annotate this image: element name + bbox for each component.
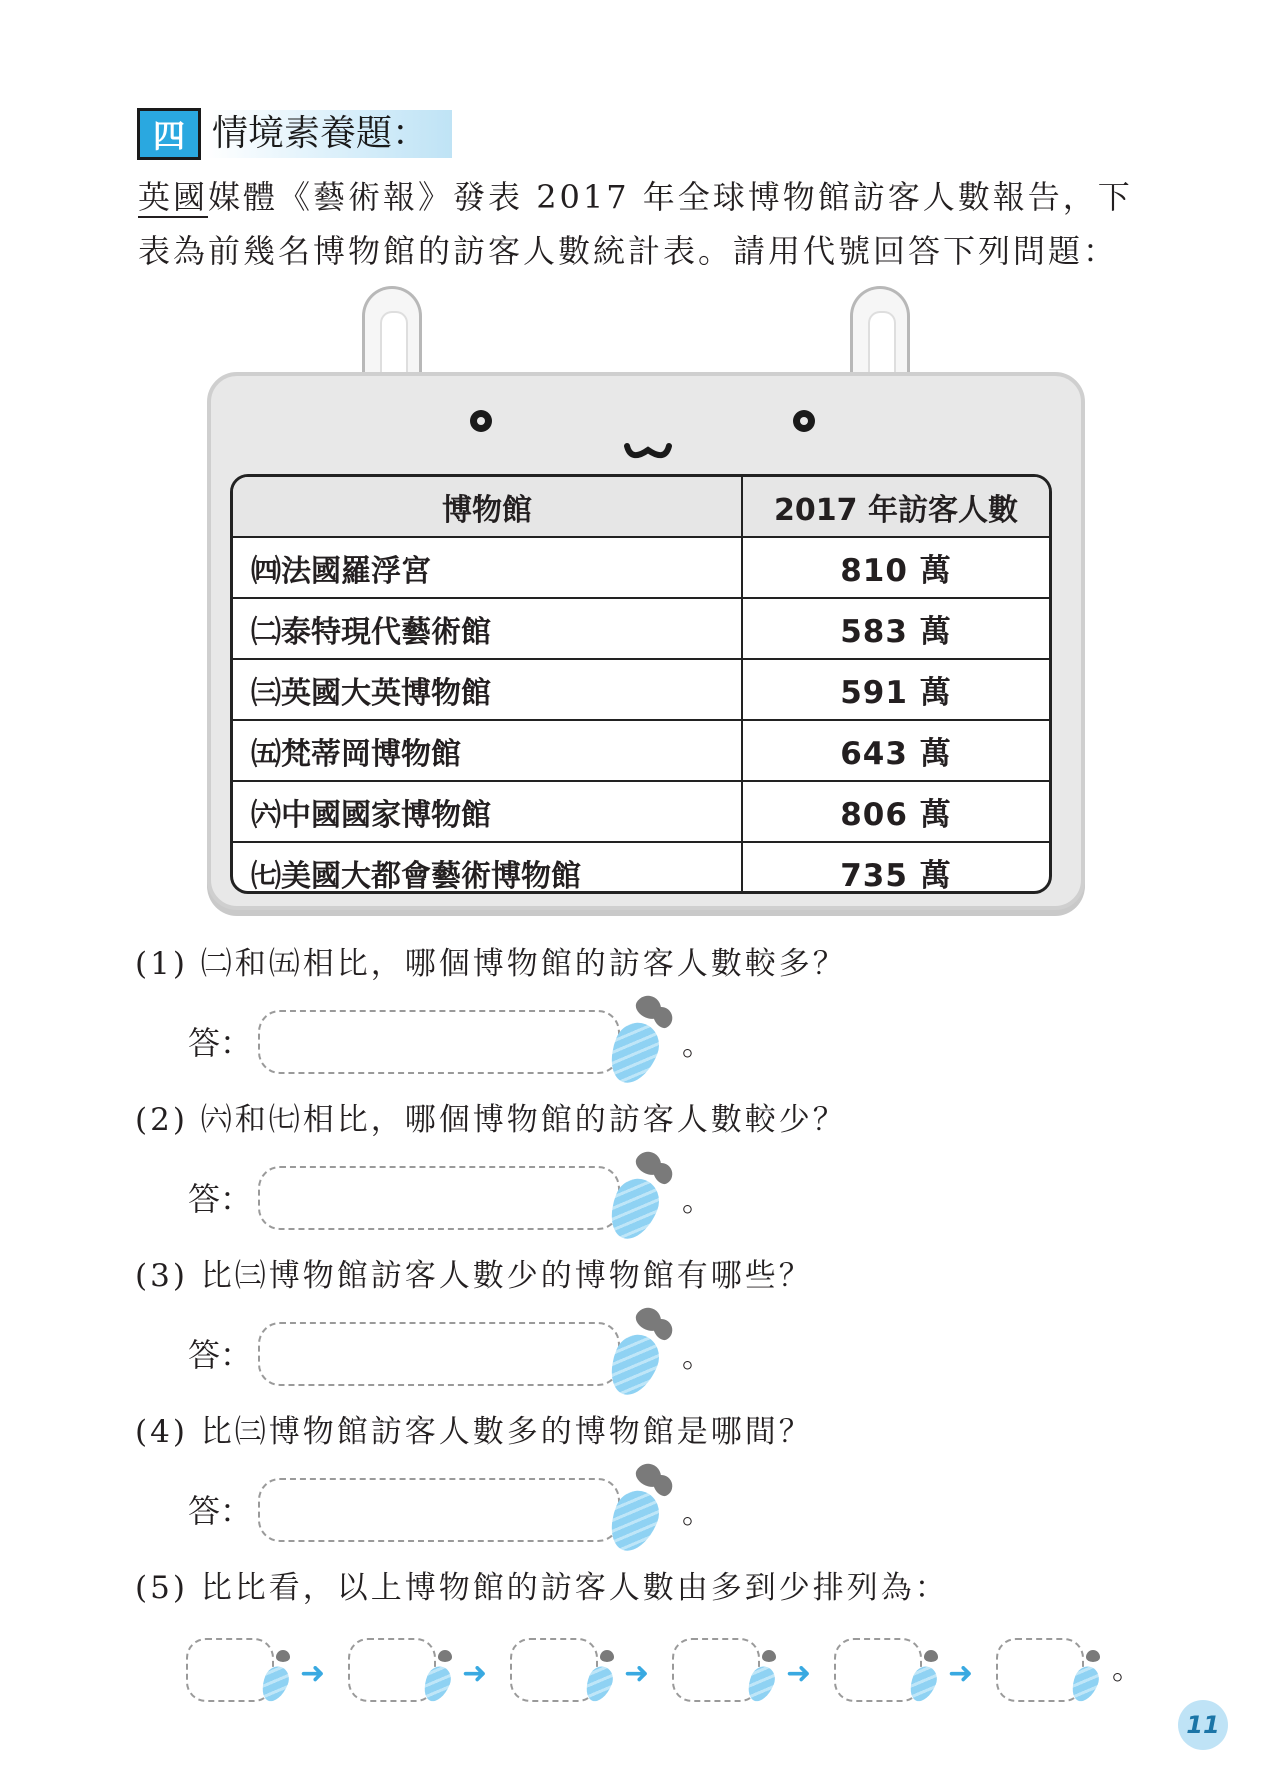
- visitor-count: 591 萬: [742, 659, 1049, 720]
- ranking-box-6[interactable]: [996, 1638, 1084, 1702]
- museum-name: ㈡泰特現代藝術館: [233, 598, 742, 659]
- carrot-leaf-icon: [924, 1650, 938, 1662]
- intro-line-2: 表為前幾名博物館的訪客人數統計表。請用代號回答下列問題：: [138, 232, 1119, 270]
- visitor-count: 583 萬: [742, 598, 1049, 659]
- ranking-period: 。: [1112, 1652, 1142, 1687]
- answer-box-3[interactable]: [258, 1322, 620, 1386]
- page-number: 11: [1178, 1700, 1228, 1750]
- museum-name: ㈦美國大都會藝術博物館: [233, 842, 742, 894]
- museum-name: ㈥中國國家博物館: [233, 781, 742, 842]
- visitor-count: 735 萬: [840, 858, 952, 894]
- answer-box-2[interactable]: [258, 1166, 620, 1230]
- answer-label: 答：: [188, 1024, 253, 1062]
- carrot-leaf-icon: [762, 1650, 776, 1662]
- table-row: [233, 598, 1049, 659]
- arrow-right-icon: ➜: [786, 1656, 812, 1691]
- ranking-box-3[interactable]: [510, 1638, 598, 1702]
- answer-period: 。: [682, 1028, 712, 1063]
- ranking-box-2[interactable]: [348, 1638, 436, 1702]
- table-row: [233, 781, 1049, 842]
- museum-name: ㈢英國大英博物館: [233, 659, 742, 720]
- visitor-table: [230, 474, 1052, 894]
- board-left-eye: [470, 410, 492, 432]
- table-row: [233, 659, 1049, 720]
- board-mouth-icon: [623, 440, 673, 466]
- ranking-box-4[interactable]: [672, 1638, 760, 1702]
- column-header-museum: 博物館: [233, 477, 742, 537]
- intro-line-1: [138, 172, 1148, 222]
- carrot-leaf-icon: [438, 1650, 452, 1662]
- board-right-eye: [793, 410, 815, 432]
- table-row: [233, 720, 1049, 781]
- answer-period: 。: [682, 1184, 712, 1219]
- answer-label: 答：: [188, 1492, 253, 1530]
- answer-box-1[interactable]: [258, 1010, 620, 1074]
- section-number-badge: 四: [137, 108, 201, 160]
- underlined-proper-noun: 英國: [138, 178, 209, 216]
- answer-label: 答：: [188, 1180, 253, 1218]
- answer-label: 答：: [188, 1336, 253, 1374]
- question-4: (4) 比㈢博物館訪客人數多的博物館是哪間？: [135, 1414, 813, 1450]
- visitor-count: 643 萬: [742, 720, 1049, 781]
- arrow-right-icon: ➜: [462, 1656, 488, 1691]
- ranking-box-5[interactable]: [834, 1638, 922, 1702]
- museum-name: ㈤梵蒂岡博物館: [233, 720, 742, 781]
- ranking-box-1[interactable]: [186, 1638, 274, 1702]
- section-title: 情境素養題：: [206, 110, 452, 158]
- question-5: (5) 比比看，以上博物館的訪客人數由多到少排列為：: [135, 1570, 949, 1606]
- carrot-leaf-icon: [1086, 1650, 1100, 1662]
- table-header-row: [233, 477, 1049, 537]
- question-2: (2) ㈥和㈦相比，哪個博物館的訪客人數較少？: [135, 1102, 847, 1138]
- answer-period: 。: [682, 1496, 712, 1531]
- carrot-leaf-icon: [600, 1650, 614, 1662]
- question-3: (3) 比㈢博物館訪客人數少的博物館有哪些？: [135, 1258, 813, 1294]
- visitor-count: 806 萬: [742, 781, 1049, 842]
- arrow-right-icon: ➜: [624, 1656, 650, 1691]
- answer-period: 。: [682, 1340, 712, 1375]
- arrow-right-icon: ➜: [948, 1656, 974, 1691]
- answer-box-4[interactable]: [258, 1478, 620, 1542]
- arrow-right-icon: ➜: [300, 1656, 326, 1691]
- carrot-leaf-icon: [276, 1650, 290, 1662]
- intro-line-1-text: 媒體《藝術報》發表 2017 年全球博物館訪客人數報告，下: [208, 178, 1133, 216]
- table-row: [233, 842, 1049, 894]
- question-1: (1) ㈡和㈤相比，哪個博物館的訪客人數較多？: [135, 946, 847, 982]
- museum-name: ㈣法國羅浮宮: [233, 537, 742, 598]
- visitor-count: 810 萬: [742, 537, 1049, 598]
- column-header-visitors: 2017 年訪客人數: [742, 477, 1049, 537]
- table-row: [233, 537, 1049, 598]
